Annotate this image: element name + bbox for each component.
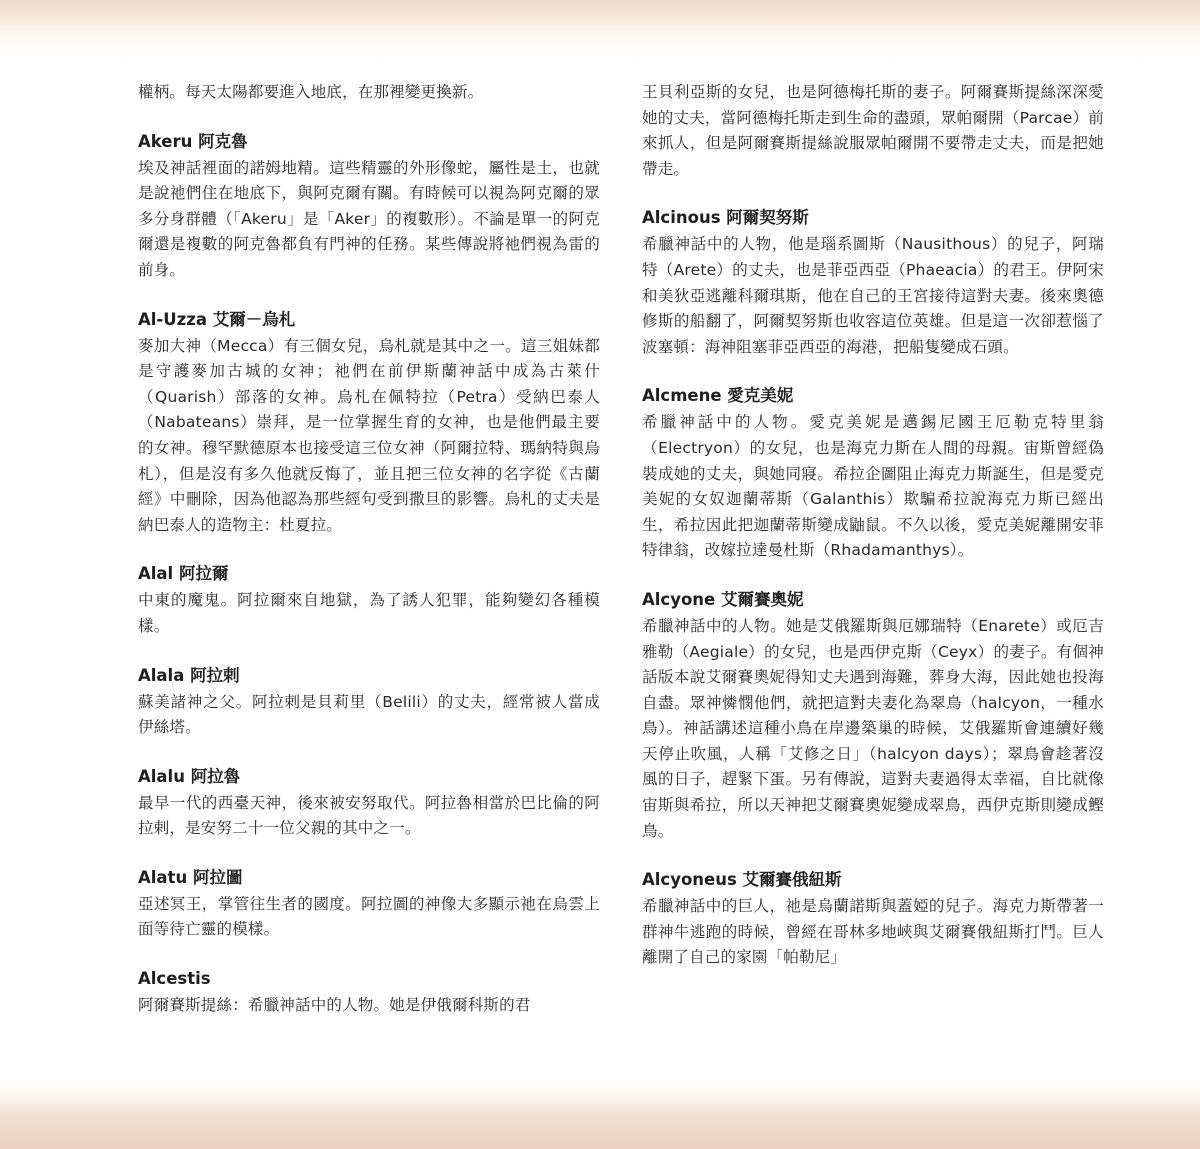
entry-title: Alcmene 愛克美妮 xyxy=(642,386,794,406)
entry-body: 中東的魔鬼。阿拉爾來自地獄，為了誘人犯罪，能夠變幻各種模樣。 xyxy=(138,591,600,635)
entry-body: 希臘神話中的巨人，祂是烏蘭諾斯與蓋婭的兒子。海克力斯帶著一群神牛逃跑的時候，曾經在哥林多地峽與艾爾賽俄紐斯打鬥。巨人離開了自己的家園「帕勒尼」 xyxy=(642,897,1104,967)
entry-alal xyxy=(138,562,600,639)
entry-alcmene xyxy=(642,384,1104,564)
entry-alcyoneus xyxy=(642,868,1104,971)
entry-alalu xyxy=(138,765,600,842)
entry-akeru xyxy=(138,130,600,284)
entry-alatu xyxy=(138,866,600,943)
entry-alcyone xyxy=(642,588,1104,844)
entry-title: Alcyoneus 艾爾賽俄紐斯 xyxy=(642,870,842,890)
entry-alcestis xyxy=(138,967,600,1019)
right-intro-text: 王貝利亞斯的女兒，也是阿德梅托斯的妻子。阿爾賽斯提絲深深愛她的丈夫，當阿德梅托斯走到生命的盡頭，眾帕爾開（Parcae）前來抓人，但是阿爾賽斯提絲說服眾帕爾開不要帶走丈夫，而是把她帶走。 xyxy=(642,83,1104,178)
entry-title: Alcyone 艾爾賽奧妮 xyxy=(642,589,804,609)
entry-title: Akeru 阿克魯 xyxy=(138,131,248,151)
entry-body: 埃及神話裡面的諾姆地精。這些精靈的外形像蛇，屬性是土，也就是說祂們住在地底下，與阿克爾有關。有時候可以視為阿克爾的眾多分身群體（「Akeru」是「Aker」的複數形）。不論是單一的阿克爾還是複數的阿克魯都負有門神的任務。某些傳說將祂們視為雷的前身。 xyxy=(138,158,600,279)
entry-body: 希臘神話中的人物。愛克美妮是邁錫尼國王厄勒克特里翁（Electryon）的女兒，也是海克力斯在人間的母親。宙斯曾經偽裝成她的丈夫，與她同寢。希拉企圖阻止海克力斯誕生，但是愛克美妮的女奴迦蘭蒂斯（Galanthis）欺騙希拉說海克力斯已經出生，希拉因此把迦蘭蒂斯變成鼬鼠。不久以後，愛克美妮離開安菲特律翁，改嫁拉達曼杜斯（Rhadamanthys）。 xyxy=(642,413,1104,560)
entry-body: 阿爾賽斯提絲：希臘神話中的人物。她是伊俄爾科斯的君 xyxy=(138,996,531,1015)
entry-title: Alcinous 阿爾契努斯 xyxy=(642,208,809,228)
entry-body: 希臘神話中的人物。她是艾俄羅斯與厄娜瑞特（Enarete）或厄吉雅勒（Aegiale）的女兒，也是西伊克斯（Ceyx）的妻子。有個神話版本說艾爾賽奧妮得知丈夫遇到海難，葬身大海，因此她也投海自盡。眾神憐憫他們，就把這對夫妻化為翠鳥（halcyon，一種水鳥）。神話講述這種小鳥在岸邊築巢的時候，艾俄羅斯會連續好幾天停止吹風，人稱「艾修之日」（halcyon days）；翠鳥會趁著沒風的日子，趕緊下蛋。另有傳說，這對夫妻過得太幸福，自比就像宙斯與希拉，所以天神把艾爾賽奧妮變成翠鳥，西伊克斯則變成鰹鳥。 xyxy=(642,616,1104,840)
entry-title: Alala 阿拉剌 xyxy=(138,665,240,685)
entry-title: Al-Uzza 艾爾－烏札 xyxy=(138,309,296,329)
entry-body: 最早一代的西臺天神，後來被安努取代。阿拉魯相當於巴比倫的阿拉剌，是安努二十一位父親的其中之一。 xyxy=(138,793,600,838)
left-intro-text: 權柄。每天太陽都要進入地底，在那裡變更換新。 xyxy=(138,83,484,101)
entry-title: Alcestis xyxy=(138,969,211,989)
entry-body: 希臘神話中的人物，他是瑙系圖斯（Nausithous）的兒子，阿瑞特（Arete）的丈夫，也是菲亞西亞（Phaeacia）的君王。伊阿宋和美狄亞逃離科爾琪斯，他在自己的王宮接待這對夫妻。後來奧德修斯的船翻了，阿爾契努斯也收容這位英雄。但是這一次卻惹惱了波塞頓：海神阻塞菲亞西亞的海港，把船隻變成石頭。 xyxy=(642,235,1104,356)
entry-alcinous xyxy=(642,206,1104,360)
entry-al-uzza xyxy=(138,308,600,539)
entry-title: Alatu 阿拉圖 xyxy=(138,867,243,887)
entry-alala xyxy=(138,664,600,741)
entry-body: 亞述冥王，掌管往生者的國度。阿拉圖的神像大多顯示祂在烏雲上面等待亡靈的模樣。 xyxy=(138,894,600,939)
entry-title: Alal 阿拉爾 xyxy=(138,564,229,584)
right-column xyxy=(642,80,1104,971)
entry-body: 麥加大神（Mecca）有三個女兒，烏札就是其中之一。這三姐妹都是守護麥加古城的女神；祂們在前伊斯蘭神話中成為古萊什（Quarish）部落的女神。烏札在佩特拉（Petra）受納巴泰人（Nabateans）崇拜，是一位掌握生育的女神，也是他們最主要的女神。穆罕默德原本也接受這三位女神（阿爾拉特、瑪納特與烏札），但是沒有多久他就反悔了，並且把三位女神的名字從《古蘭經》中刪除，因為他認為那些經句受到撒旦的影響。烏札的丈夫是納巴泰人的造物主：杜夏拉。 xyxy=(138,336,600,534)
entry-title: Alalu 阿拉魯 xyxy=(138,766,241,786)
entry-body: 蘇美諸神之父。阿拉剌是貝莉里（Belili）的丈夫，經常被人當成伊絲塔。 xyxy=(138,692,600,737)
left-column xyxy=(138,80,600,1019)
